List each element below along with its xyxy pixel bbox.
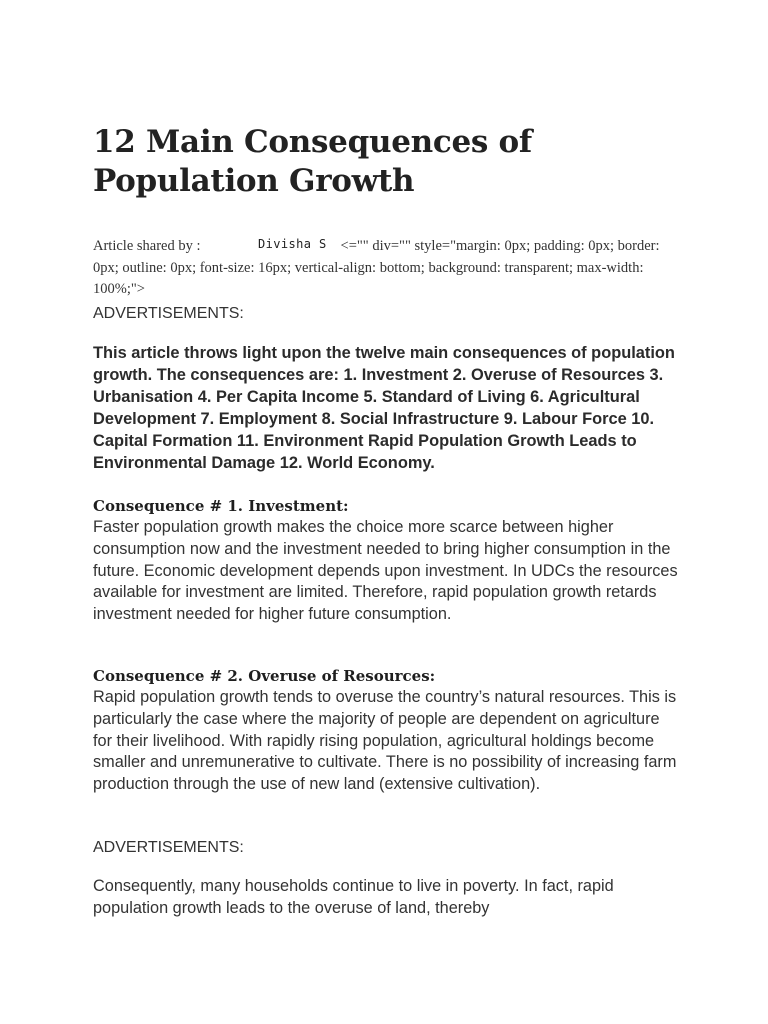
section-heading-overuse-of-resources: Consequence # 2. Overuse of Resources: <box>93 667 436 685</box>
byline <box>93 236 683 301</box>
section-body-overuse-of-resources: Rapid population growth tends to overuse the country’s natural resources. This is particularly the case where the majority of people are dependent on agriculture for their livelihood. With rapidly rising population, agricultural holdings become smaller and unremunerative to cultivate. There is no possibility of increasing farm production through the use of new land (extensive cultivation). <box>93 688 677 794</box>
article-summary: This article throws light upon the twelve main consequences of population growth. The consequences are: 1. Investment 2. Overuse of Resources 3. Urbanisation 4. Per Capita Income 5. Standard of Living 6. Agricultural Development 7. Employment 8. Social Infrastructure 9. Labour Force 10. Capital Formation 11. Environment Rapid Population Growth Leads to Environmental Damage 12. World Economy. <box>93 344 675 472</box>
article-title: 12 Main Consequences of Population Growth <box>93 124 532 199</box>
continuation-paragraph: Consequently, many households continue to live in poverty. In fact, rapid population growth leads to the overuse of land, thereby <box>93 877 614 917</box>
advertisements-label-second: ADVERTISEMENTS: <box>93 839 244 856</box>
author-name[interactable]: Divisha S <box>258 237 327 251</box>
byline-label: Article shared by : <box>93 238 201 254</box>
section-heading-investment: Consequence # 1. Investment: <box>93 497 349 515</box>
stray-markup-text: <="" div="" style="margin: 0px; padding: 0px; border: 0px; outline: 0px; font-size: 16px; vertical-align: bottom; background: transparent; max-width: 100%;"> <box>93 238 660 297</box>
advertisements-label: ADVERTISEMENTS: <box>93 305 244 322</box>
section-body-investment: Faster population growth makes the choice more scarce between higher consumption now and the investment needed to bring higher consumption in the future. Economic development depends upon investment. In UDCs the resources available for investment are limited. Therefore, rapid population growth retards investment needed for higher future consumption. <box>93 518 678 624</box>
